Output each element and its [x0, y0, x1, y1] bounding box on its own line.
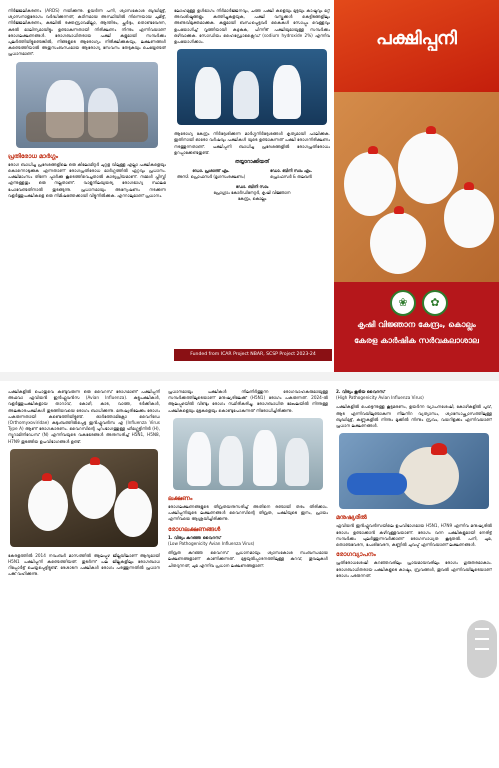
paragraph: രോഗലക്ഷണങ്ങളുടെ തീവ്രതയനുസരിച്ച് അതിനെ രണ്ടായി തരം തിരിക്കാം. പക്ഷിപ്പനിയുടെ ലക്ഷണങ്ങൾ വൈറസിന്റെ തീവ്രത, പക്ഷിയുടെ ഇനം, പ്രായം എന്നിവയെ ആശ്രയിച്ചിരിക്കുന്നു.: [168, 504, 328, 522]
brochure-inner-side: [0, 381, 499, 768]
paragraph: ആരോഗ്യ കേന്ദ്രം നിർദ്ദേശിക്കുന്ന മാർഗ്ഗനിർദ്ദേശങ്ങൾ കൃത്യമായി പാലിക്കുക. ഇതിനായി ഓരോ വർഷവും പക്ഷികൾ യുടെ ഉണ്ടാകുന്നത് പക്ഷി രോഗനിരീക്ഷണം നടത്തുന്നതാണ്. പക്ഷിപ്പനി ബാധിച്ച പ്രദേശങ്ങളിൽ രോഗപ്രതിരോധം ഉറപ്പാക്കേണ്ടതുണ്ട്.: [174, 131, 330, 155]
ppe-workers-culling-photo: [16, 62, 158, 148]
organisation-name: കൃഷി വിജ്ഞാന കേന്ദ്രം, കൊല്ലം: [357, 320, 476, 329]
paragraph: രോഗ ബാധിച്ച പ്രദേശങ്ങളിലെ ഒരു കിലോമീറ്റർ ചുറ്റള വിലുള്ള എല്ലാ പക്ഷികളെയും കൊന്നൊടുക്കുക എന്നതാണ് രോഗപ്രതിരോധ മാർഗ്ഗത്തിൽ ഏറ്റവും പ്രധാനം. പക്ഷിമാംസം തിന്നേ പ്പാർക്കു കൂടെത്തിവെച്ചതാൽ കാര്യപ്രിയമാണ്. നമ്മൾ പ്ലീസ്ലി എന്നുള്ളതും ഒരു നല്ലതാണ്. വാളുനിലയുയര്യ രോഗഭാഗ്യ സ്ഥലമ പോവേണ്ടതിനാൽ തുടങ്ങുന്നു. പ്രധാനമായും അന്വേഷണം നടക്കുന്ന വളർത്തുപക്ഷികളെ ഒരു നിമിഷത്തേക്കായി വിട്ടുനിൽക്കുക. എന്നാലുമാണ് പ്രധാനം.: [8, 161, 166, 198]
subheading-english: (High Pathogenicity Avian Influenza Virus): [336, 395, 424, 401]
section-heading: തയ്യാറാക്കിയത്: [234, 160, 270, 166]
authors-block: [174, 168, 330, 212]
paragraph: തീവ്രത കുറഞ്ഞ വൈറസ് പ്രധാനമായും ശ്വാസകോശ സംബന്ധമായ ലക്ഷണങ്ങളാണ് കാണിക്കുന്നത്. മുട്ടയുൽപ്പാദനത്തിലുള്ള കുറവ്, തൂവലുകൾ ചിതറുന്നത്, ചുമ എന്നിവ പ്രധാന ലക്ഷണങ്ങളാണ്.: [168, 550, 328, 568]
paragraph: നിർജ്ജലീകരണം (ARDS) നയിക്കുന്നു. ഉയർന്ന പനി, ശ്വാസകോശ ബുദ്ധിമുട്ട്, ശ്വാസനാളരോഗം വർദ്ധിക്കുന്നത്, കഠിനമായ അസ്ഥിയിൽ നിന്നെയായ ചുമിട്ട്, നിർജ്ജലീകരണം, കുടലിൽ രക്തസ്രാവമില്ലാ, ആന്തിരം, ച്ഛർദ്ദം, തൊണ്ടവേദന, കുടൽ മാലിന്യമായിട്ടും ഉണ്ടാകുന്നതായി നിരീക്ഷണം നിന്നും എന്നിവയാണ് രോഗലക്ഷണങ്ങൾ. രോഗബാധിതരായ പക്ഷി കളുമായി സമ്പർക്കം പുലർത്തിയിട്ടുണ്ടെങ്കിൽ, നിങ്ങളുടെ ആരോഗ്യം നിരീക്ഷിക്കുകയും, ലക്ഷണങ്ങൾ കണ്ടെത്തിയാൽ അതുസംബന്ധമായ ആരോഗ്യ സേവനം തേടുകയും ചെയ്യേണ്ടത് പ്രധാനമാണ്.: [8, 8, 166, 57]
menu-line: [475, 638, 489, 640]
author-role: അസി. പ്രൊഫസർ (മൃഗസംരക്ഷണം): [176, 174, 246, 180]
publisher-role: പ്രോഗ്രാം കോർഡിനേറ്റർ, കൃഷി വിജ്ഞാന കേന്ദ്രം, കൊല്ലം: [213, 190, 291, 202]
viewer-menu-button[interactable]: [467, 620, 497, 678]
section-heading: മനുഷ്യരിൽ: [336, 514, 367, 522]
publisher-name: ഡോ. ബിനി സാം: [235, 184, 269, 190]
paragraph: ലോഹമുള്ള ഉൾഭാഗം നിർമാർജ്ജനവും, ചത്ത പക്ഷി കളെയും മുട്ടയും കാഷ്ഠവും മറ്റ് അവശിഷ്ടങ്ങളും കത്തിച്ചുകളയുക, പക്ഷി വസ്തുക്കൾ കെട്ടിടങ്ങളിലും അണുവിമുക്തമാക്കുക. കളുമായി ബന്ധപ്പെട്ടവർ കൈകൾ സോപ്പും വെള്ളവും ഉപയോഗിച്ച് വൃത്തിയായി കഴുകുക, പിന്നീട് പക്ഷിയുമായുള്ള സമ്പർക്കം ഒഴിവാക്കുക. സോഡിയം ഹൈഡ്രോക്സൈഡ് (sodium hydroxide 2%) എന്നിവ ഉപയോഗിക്കാം.: [174, 8, 330, 45]
hen-vaccination-photo: [339, 433, 489, 509]
author-2: [254, 168, 328, 180]
subheading: 1. വീര്യം കുറഞ്ഞ വൈറസ്: [168, 534, 221, 540]
icar-logo-icon: ❀: [390, 290, 416, 316]
section-heading: ലക്ഷണം: [168, 494, 193, 502]
author-role: പ്രൊഫസർ & തലവൻ: [270, 174, 312, 180]
ppe-team-photo: [173, 418, 323, 490]
subheading-english: (Low Pathogenicity Avian Influenza Virus): [168, 541, 255, 547]
section-heading: രോഗവ്യാപനം: [336, 551, 376, 559]
organisation-strip: [334, 282, 499, 372]
menu-line: [475, 628, 489, 630]
column-2: [174, 8, 330, 346]
author-1: [174, 168, 248, 180]
kau-logo-icon: ✿: [422, 290, 448, 316]
photo-caption: കേരളത്തിൽ 2014 നവംബർ മാസത്തിൽ ആലപ്പുഴ ജില്ലയിലാണ് ആദ്യമായി H5N1 പക്ഷിപ്പനി കണ്ടെത്തിയത്. തുടർന്ന് പല ജില്ലകളിലും രോഗബാധ റിപ്പോർട്ട് ചെയ്യപ്പെട്ടിട്ടുണ്ട്. ദേശാടന പക്ഷികൾ രോഗം പരത്തുന്നതിൽ പ്രധാന പങ്ക് വഹിക്കുന്നു.: [8, 552, 160, 577]
author-name: ഡോ. ബിനി സാം എം.: [270, 168, 312, 174]
funding-banner: Funded from ICAR Project NBAR, SCSP Project 2023-24: [174, 349, 332, 361]
menu-line: [475, 648, 489, 650]
brochure-title: പക്ഷിപ്പനി: [376, 28, 457, 49]
cover-panel: [334, 0, 499, 372]
hens-cover-photo: [334, 92, 499, 282]
section-heading: പ്രതിരോധ മാർഗ്ഗം: [8, 152, 59, 160]
column-1: [8, 389, 160, 761]
paragraph: പക്ഷികളിൽ പെട്ടെന്നുള്ള കൂട്ടമരണം, ഉയർന്ന വ്യാപനശേഷി, കോഴികളിൽ പൂവ്, ആട എന്നിവയിലുണ്ടാകുന്ന നീലനിറ വ്യത്യാസം, ശ്വാസോച്ഛ്വാസത്തിലുള്ള ബുദ്ധിമുട്ട്, കണ്ണുകളിൽ നിന്നും മൂക്കിൽ നിന്നും സ്രവം, വയറിളക്കം എന്നിവയാണ് പ്രധാന ലക്ഷണങ്ങൾ.: [336, 404, 492, 429]
quarantine-workers-photo: [177, 49, 327, 125]
publisher: [210, 184, 294, 202]
university-name: കേരള കാർഷിക സർവകലാശാല: [354, 336, 479, 345]
paragraph: പക്ഷികളിൽ പൊതുവെ കണ്ടുവരുന്ന ഒരു വൈറസ് രോഗമാണ് പക്ഷിപ്പനി അഥവാ ഏവിയൻ ഇൻഫ്ലുവൻസ (Avian Influenza). കുട്ടുപക്ഷികൾ, വളർത്തുപക്ഷികളായ താറാവ്, കോഴി, കാട, വാത്ത, ടർക്കികൾ, അലങ്കാരപക്ഷികൾ തുടങ്ങിയവയെ രോഗം ബാധിക്കുന്നു. മനുഷ്യരിലേക്കും രോഗം പകരുന്നതായി കണ്ടെത്തിയിട്ടുണ്ട്. ഓർത്തോമിക്സോ വൈറിഡേ (Orthomyxoviridae) കുടുംബത്തിൽപ്പെട്ട ഇൻഫ്ലുവൻസ എ (Influenza Virus Type A) ആണ് രോഗകാരണം. വൈറസിന്റെ പുറംഭാഗത്തുള്ള ഹീമഗ്ലൂട്ടിനിൻ (H), ന്യൂറാമിനിഡേസ് (N) എന്നിവയുടെ വകഭേദങ്ങൾ അനുസരിച്ച് H5N1, H5N8, H7N9 തുടങ്ങിയ ഉപവിഭാഗങ്ങൾ ഉണ്ട്.: [8, 389, 160, 444]
author-name: ഡോ. പ്രശാന്ത് എം.: [192, 168, 230, 174]
column-1: [8, 8, 166, 370]
column-3: [336, 389, 492, 761]
column-2: [168, 389, 328, 761]
subheading: 2. വീര്യം കൂടിയ വൈറസ്: [336, 389, 385, 394]
brochure-outer-side: [0, 0, 499, 372]
paragraph: ഏവിയൻ ഇൻഫ്ലുവൻസയിലെ ഉപവിഭാഗമായ H5N1, H7N9 എന്നിവ മനുഷ്യരിൽ രോഗം ഉണ്ടാക്കാൻ കഴിവുള്ളവയാണ്. രോഗം വന്ന പക്ഷികളുമായി നേരിട്ട് സമ്പർക്കം പുലർത്തുന്നവർക്കാണ് രോഗസാധ്യത കൂടുതൽ. പനി, ചുമ, തൊണ്ടവേദന, പേശിവേദന, കണ്ണിൽ ചുവപ്പ് എന്നിവയാണ് ലക്ഷണങ്ങൾ.: [336, 523, 492, 548]
paragraph: പ്രതിരോധശേഷി കുറഞ്ഞവരിലും പ്രായമായവരിലും രോഗം ഗുരുതരമാകാം. രോഗബാധിതരായ പക്ഷികളുടെ കാഷ്ഠം, സ്രവങ്ങൾ, തൂവൽ എന്നിവയിലൂടെയാണ് രോഗം പടരുന്നത്.: [336, 560, 492, 578]
poultry-farm-photo: [10, 449, 158, 547]
section-heading: രോഗലക്ഷണങ്ങൾ: [168, 525, 221, 533]
paragraph: പ്രധാനമായും പക്ഷികൾ നിലനിർത്തുന്ന രോഗവാഹകരുമായുള്ള സമ്പർക്കത്തിലൂടെയാണ് മനുഷ്യരിലേക്ക് (H5N1) രോഗം പകരുന്നത്. 2024-ൽ ആലപ്പുഴയിൽ വീണ്ടും രോഗം സ്ഥിരീകരിച്ചു. രോഗബാധിത മേഖലയിൽ നിന്നുള്ള പക്ഷികളെയും മുട്ടകളെയും കൊണ്ടുപോകുന്നത് നിരോധിച്ചിരിക്കുന്നു.: [168, 389, 328, 413]
